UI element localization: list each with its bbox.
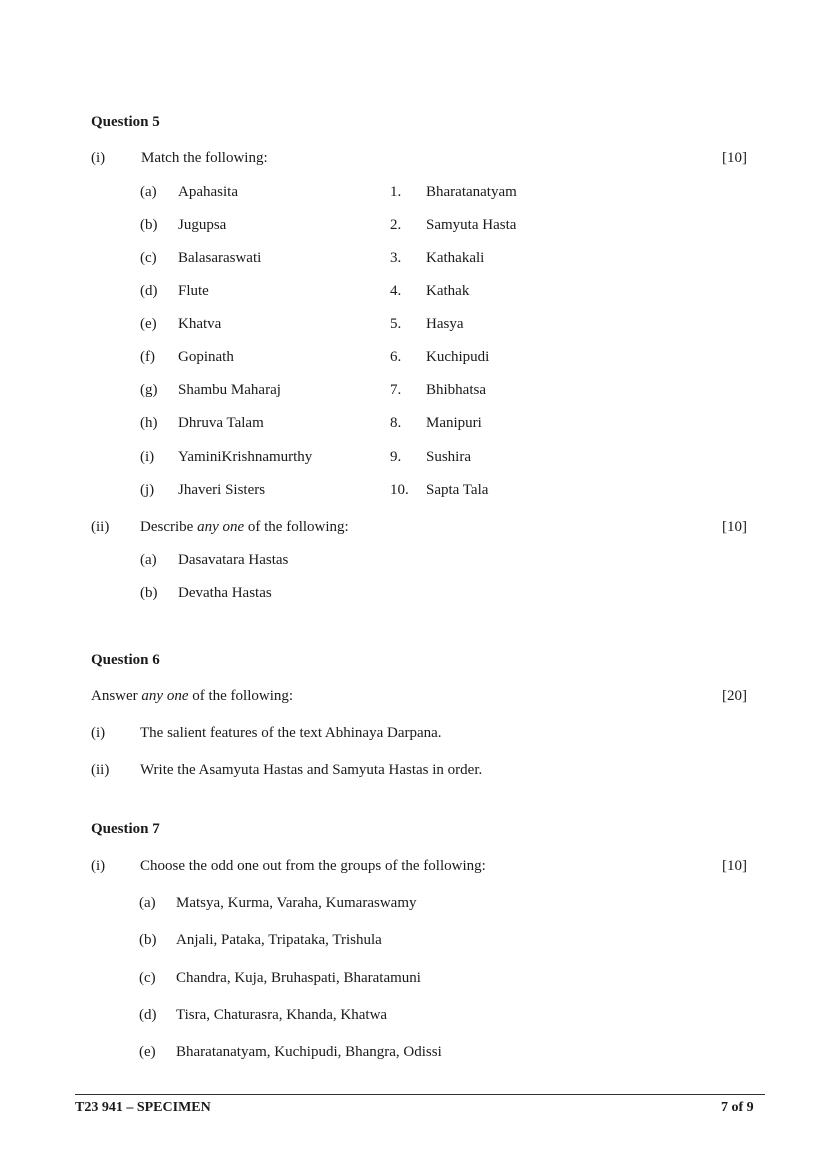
q7-part-i-number: (i) [91,858,106,874]
option-text: Chandra, Kuja, Bruhaspati, Bharatamuni [176,970,421,986]
q5-part-i-number: (i) [91,150,106,166]
instruction-text: Answer [91,688,142,704]
match-right-item: Manipuri [426,415,482,431]
instruction-emphasis: any one [141,688,189,704]
footer-divider [75,1094,765,1095]
q6-marks: [20] [722,688,747,704]
match-left-item: Apahasita [178,184,238,200]
option-text: Bharatanatyam, Kuchipudi, Bhangra, Odissi [176,1044,442,1060]
match-right-item: Sushira [426,449,471,465]
q6-item-number: (ii) [91,762,110,778]
q5-part-ii-instruction [140,520,349,535]
q6-item-text: The salient features of the text Abhinaya Darpana. [140,725,442,741]
option-text: Matsya, Kurma, Varaha, Kumaraswamy [176,895,417,911]
match-left-item: Balasaraswati [178,250,262,266]
match-left-item: Flute [178,283,209,299]
option-letter: (b) [140,585,158,601]
match-right-item: Hasya [426,316,464,332]
match-left-letter: (c) [140,250,157,266]
option-text: Anjali, Pataka, Tripataka, Trishula [176,932,382,948]
match-right-number: 5. [390,316,402,332]
instruction-emphasis: any one [197,519,245,535]
match-right-number: 7. [390,382,402,398]
match-left-letter: (i) [140,449,155,465]
match-right-number: 2. [390,217,402,233]
match-left-item: Jugupsa [178,217,227,233]
match-left-letter: (b) [140,217,158,233]
match-left-item: Jhaveri Sisters [178,482,266,498]
page-number: 7 of 9 [721,1100,754,1115]
option-text: Devatha Hastas [178,585,272,601]
match-left-letter: (d) [140,283,158,299]
option-letter: (c) [139,970,156,986]
q6-instruction [91,689,293,704]
match-left-letter: (g) [140,382,158,398]
match-right-item: Kathakali [426,250,485,266]
question-7-heading: Question 7 [91,821,160,837]
match-right-number: 6. [390,349,402,365]
match-right-number: 1. [390,184,402,200]
question-5-heading: Question 5 [91,114,160,130]
match-right-item: Samyuta Hasta [426,217,517,233]
match-left-item: Dhruva Talam [178,415,264,431]
question-6-heading: Question 6 [91,652,160,668]
match-left-letter: (h) [140,415,158,431]
q5-part-i-instruction: Match the following: [141,150,268,166]
instruction-text: of the following: [244,519,349,535]
match-right-number: 4. [390,283,402,299]
option-text: Dasavatara Hastas [178,552,289,568]
q7-part-i-instruction: Choose the odd one out from the groups of the following: [140,858,486,874]
q7-part-i-marks: [10] [722,858,747,874]
match-right-item: Kuchipudi [426,349,490,365]
match-left-item: Gopinath [178,349,234,365]
match-right-number: 8. [390,415,402,431]
match-right-item: Sapta Tala [426,482,489,498]
match-left-item: YaminiKrishnamurthy [178,449,313,465]
match-left-item: Khatva [178,316,222,332]
match-left-letter: (e) [140,316,157,332]
option-letter: (a) [140,552,157,568]
option-letter: (b) [139,932,157,948]
match-right-item: Kathak [426,283,470,299]
match-left-item: Shambu Maharaj [178,382,281,398]
match-right-item: Bharatanatyam [426,184,517,200]
q5-part-ii-marks: [10] [722,519,747,535]
match-right-number: 9. [390,449,402,465]
option-letter: (e) [139,1044,156,1060]
option-letter: (d) [139,1007,157,1023]
paper-code: T23 941 – SPECIMEN [75,1100,211,1115]
q5-part-i-marks: [10] [722,150,747,166]
match-right-item: Bhibhatsa [426,382,486,398]
match-left-letter: (a) [140,184,157,200]
q6-item-number: (i) [91,725,106,741]
q6-item-text: Write the Asamyuta Hastas and Samyuta Hastas in order. [140,762,483,778]
instruction-text: of the following: [188,688,294,704]
match-left-letter: (j) [140,482,155,498]
option-text: Tisra, Chaturasra, Khanda, Khatwa [176,1007,388,1023]
match-right-number: 10. [390,482,409,498]
instruction-text: Describe [140,519,198,535]
option-letter: (a) [139,895,156,911]
q5-part-ii-number: (ii) [91,519,110,535]
match-right-number: 3. [390,250,402,266]
match-left-letter: (f) [140,349,155,365]
